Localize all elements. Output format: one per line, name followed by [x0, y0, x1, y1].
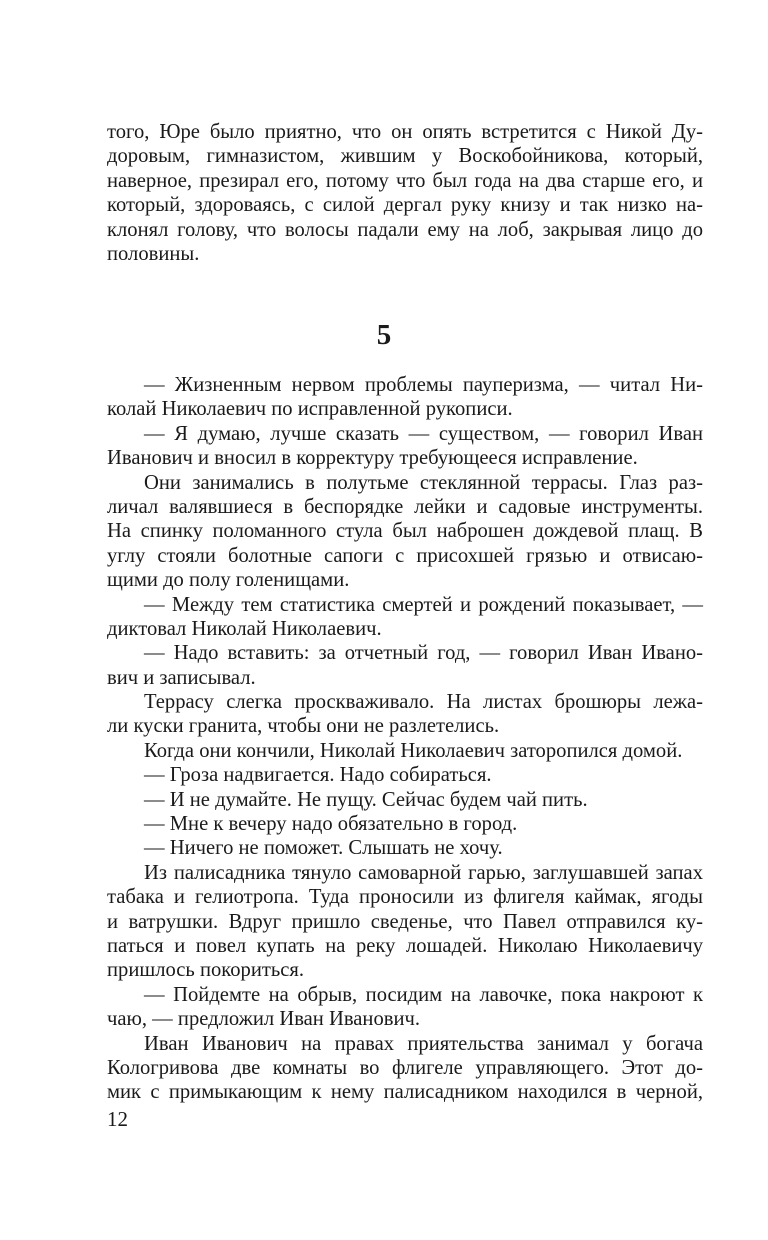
text-line: наверное, презирал его, потому что был года на два старше его, и	[107, 169, 703, 192]
text-line: — Ничего не поможет. Слышать не хочу.	[144, 837, 503, 860]
text-line: Иванович и вносил в корректуру требующееся исправление.	[107, 447, 638, 470]
text-line: диктовал Николай Николаевич.	[107, 617, 382, 640]
text-line: того, Юре было приятно, что он опять встретится с Никой Ду-	[107, 121, 703, 143]
text-line: вич и записывал.	[107, 666, 256, 689]
text-line: который, здороваясь, с силой дергал руку книзу и так низко на-	[107, 194, 703, 217]
text-line: табака и гелиотропа. Туда проносили из флигеля каймак, ягоды	[107, 886, 703, 909]
text-line: — Жизненным нервом проблемы пауперизма, — читал Ни-	[144, 374, 703, 396]
text-line: и ватрушки. Вдруг пришло сведенье, что Павел отправился ку-	[107, 910, 703, 933]
text-line: пришлось покориться.	[107, 959, 305, 982]
text-line: — Надо вставить: за отчетный год, — говорил Иван Ивано-	[144, 642, 703, 665]
text-line: Когда они кончили, Николай Николаевич заторопился домой.	[144, 739, 683, 762]
text-line: колай Николаевич по исправленной рукописи.	[107, 398, 513, 421]
text-line: паться и повел купать на реку лошадей. Николаю Николаевичу	[107, 934, 703, 957]
text-line: доровым, гимназистом, жившим у Воскобойникова, который,	[107, 145, 703, 168]
text-line: — Пойдемте на обрыв, посидим на лавочке, пока накроют к	[144, 983, 703, 1006]
paragraph-continuation	[107, 120, 703, 266]
text-line: Они занимались в полутьме стеклянной террасы. Глаз раз-	[144, 471, 703, 494]
page-number: 12	[107, 1107, 128, 1131]
chapter-number: 5	[376, 319, 392, 351]
text-line: — Я думаю, лучше сказать — существом, — говорил Иван	[144, 422, 703, 445]
text-line: клонял голову, что волосы падали ему на лоб, закрывая лицо до	[107, 218, 703, 241]
text-line: углу стояли болотные сапоги с присохшей грязью и отвисаю-	[107, 544, 703, 567]
chapter-body	[107, 373, 703, 1105]
text-line: личал валявшиеся в беспорядке лейки и садовые инструменты.	[107, 495, 703, 518]
text-line: — Гроза надвигается. Надо собираться.	[144, 764, 492, 787]
text-line: — Между тем статистика смертей и рождений показывает, —	[144, 593, 703, 616]
text-line: — И не думайте. Не пущу. Сейчас будем чай пить.	[144, 788, 588, 811]
text-line: чаю, — предложил Иван Иванович.	[107, 1008, 420, 1031]
text-line: половины.	[107, 242, 200, 265]
text-line: Иван Иванович на правах приятельства занимал у богача	[144, 1032, 703, 1055]
text-line: мик с примыкающим к нему палисадником находился в черной,	[107, 1081, 703, 1104]
text-line: — Мне к вечеру надо обязательно в город.	[144, 813, 518, 836]
text-line: Террасу слегка просквaживало. На листах брошюры лежа-	[144, 691, 703, 714]
text-line: щими до полу голенищами.	[107, 569, 350, 592]
text-line: ли куски гранита, чтобы они не разлетелись.	[107, 715, 500, 738]
text-line: Из палисадника тянуло самоварной гарью, заглушавшей запах	[144, 861, 703, 884]
text-line: На спинку поломанного стула был наброшен дождевой плащ. В	[107, 520, 703, 543]
text-line: Кологривова две комнаты во флигеле управляющего. Этот до-	[107, 1056, 703, 1079]
